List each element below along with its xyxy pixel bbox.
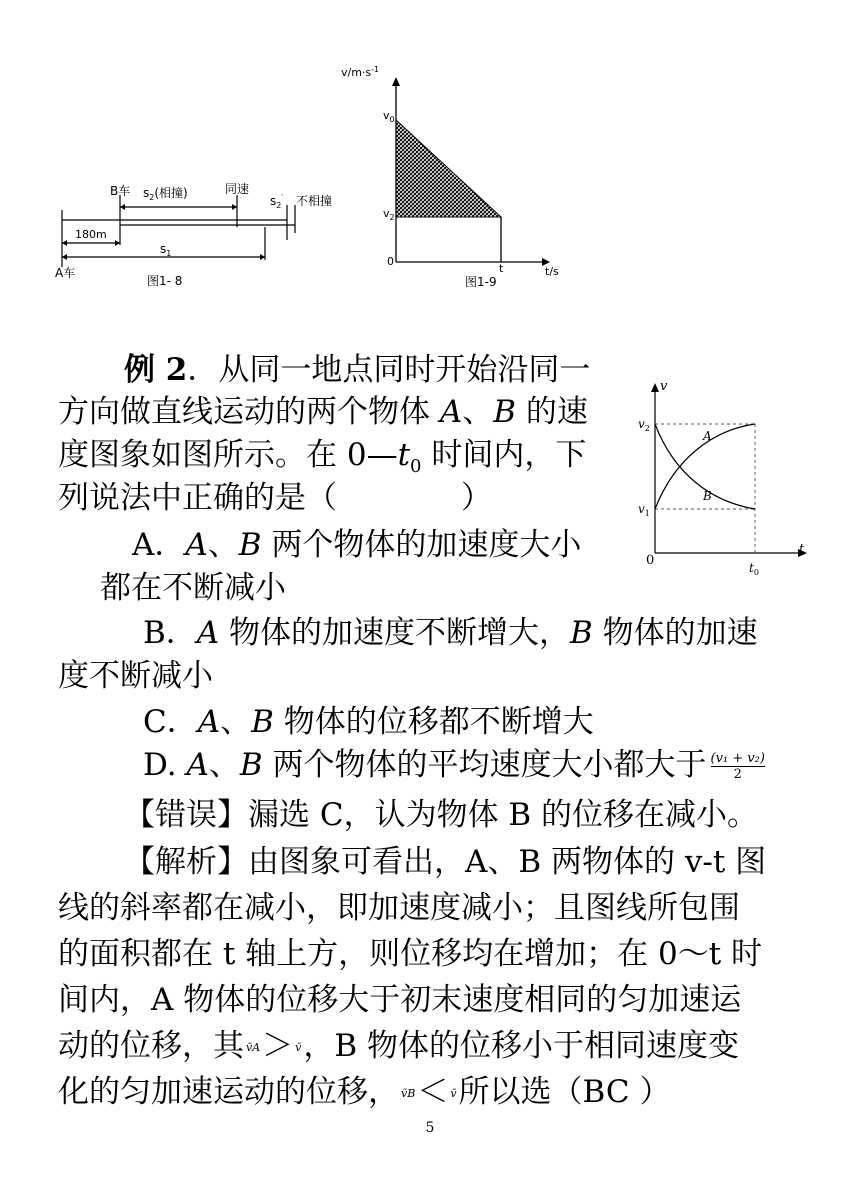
option-b-label: B． xyxy=(143,615,197,651)
option-d-text: 两个物体的平均速度大小都大于 xyxy=(262,747,707,783)
vt-v1: $v_1$ xyxy=(638,502,650,518)
option-b-line-1 xyxy=(143,613,758,653)
example-title: 例 2 xyxy=(124,352,188,388)
option-c-text: 物体的位移都不断增大 xyxy=(273,704,594,740)
vt-y-axis-label: v xyxy=(660,379,668,394)
option-b-obj-b: B xyxy=(570,615,593,651)
vt-v2: $v_2$ xyxy=(638,417,650,433)
fig8-a-car: A车 xyxy=(55,266,76,280)
line-3-sub: 0 xyxy=(410,456,422,478)
option-c-sep: 、 xyxy=(220,704,252,740)
option-d-obj-b: B xyxy=(239,747,263,783)
option-d-sep: 、 xyxy=(208,747,240,783)
fig9-t: t xyxy=(499,262,504,275)
less-than: ＜ xyxy=(417,1074,449,1110)
fig8-b-car: B车 xyxy=(110,184,131,198)
figure-1-8 xyxy=(55,175,355,295)
option-d-fraction xyxy=(711,751,765,782)
line-1-text: ．从同一地点同时开始沿同一 xyxy=(187,352,591,388)
vt-origin: 0 xyxy=(646,553,655,568)
line-2-obj-a: A xyxy=(439,394,463,430)
fig9-y-axis-label: $v/m\cdot s^{-1}$ xyxy=(341,65,380,79)
fig8-same-speed: 同速 xyxy=(225,182,250,196)
fraction-numerator: (v₁ + v₂) xyxy=(710,751,765,766)
option-a-text: 两个物体的加速度大小 xyxy=(261,527,582,563)
line-2-obj-b: B xyxy=(493,394,517,430)
option-c-label: C． xyxy=(143,704,198,740)
option-a-line-2: 都在不断减小 xyxy=(100,570,286,606)
line-4: 列说法中正确的是（ ） xyxy=(58,480,492,516)
analysis-6-a: 化的匀加速运动的位移， xyxy=(58,1074,399,1110)
option-b-text-2: 物体的加速 xyxy=(592,615,758,651)
avg-velocity-b: v̄B xyxy=(401,1086,416,1100)
avg-velocity-a: v̄A xyxy=(246,1040,261,1054)
fig9-x-axis-label: t/s xyxy=(545,265,559,278)
line-3-a: 度图象如图所示。在 0— xyxy=(58,437,398,473)
fig9-v2: $v_2$ xyxy=(383,207,395,222)
analysis-line-3: 的面积都在 t 轴上方，则位移均在增加；在 0～t 时 xyxy=(58,936,763,972)
avg-velocity: v̄ xyxy=(295,1040,302,1054)
analysis-line-4: 间内，A 物体的位移大于初末速度相同的匀加速运 xyxy=(58,982,742,1018)
option-b-text-1: 物体的加速度不断增大， xyxy=(219,615,571,651)
analysis-line-6 xyxy=(58,1072,670,1114)
option-d-obj-a: A xyxy=(186,747,209,783)
option-d-line xyxy=(143,745,765,785)
line-2-a: 方向做直线运动的两个物体 xyxy=(58,394,440,430)
vt-t0: $t_0$ xyxy=(749,561,759,577)
option-a-line-1 xyxy=(132,525,581,565)
fig8-caption: 图1- 8 xyxy=(147,274,183,288)
line-2-b: 的速 xyxy=(516,394,588,430)
fig8-s1: $s_1$ xyxy=(160,242,172,258)
vt-x-axis-label: t xyxy=(799,542,805,557)
fig9-origin: 0 xyxy=(387,255,394,268)
error-line: 【错误】漏选 C，认为物体 B 的位移在减小。 xyxy=(124,797,759,833)
figure-vt xyxy=(633,378,813,583)
option-d-label: D. xyxy=(143,747,187,783)
line-2-sep: 、 xyxy=(462,394,494,430)
option-b-line-2: 度不断减小 xyxy=(58,658,213,694)
line-2 xyxy=(58,392,588,432)
fig8-s2: $s_2$(相撞) xyxy=(143,186,188,202)
option-a-obj-a: A xyxy=(185,527,208,563)
option-c-obj-b: B xyxy=(251,704,274,740)
fraction-denominator: 2 xyxy=(733,767,742,782)
greater-than: ＞ xyxy=(262,1028,294,1064)
fig9-v0: $v_0$ xyxy=(383,109,395,124)
line-3-b: 时间内，下 xyxy=(421,437,587,473)
option-a-label: A． xyxy=(132,527,186,563)
option-c-line xyxy=(143,702,594,742)
vt-curve-b-label: B xyxy=(703,489,712,503)
page-number: 5 xyxy=(425,1120,435,1136)
vt-curve-a-label: A xyxy=(703,429,712,443)
line-3-t: t xyxy=(397,437,411,473)
option-c-obj-a: A xyxy=(197,704,221,740)
analysis-line-1: 【解析】由图象可看出，A、B 两物体的 v-t 图 xyxy=(124,844,767,880)
analysis-line-5 xyxy=(58,1026,739,1068)
analysis-line-2: 线的斜率都在减小，即加速度减小；且图线所包围 xyxy=(58,890,740,926)
avg-velocity-2: v̄ xyxy=(450,1086,457,1100)
fig8-s2-prime: $s_2'$ xyxy=(270,193,284,210)
fig8-180m: 180m xyxy=(75,228,107,241)
analysis-6-b: 所以选（BC ） xyxy=(458,1074,671,1110)
analysis-5-a: 动的位移，其 xyxy=(58,1028,244,1064)
figure-1-9 xyxy=(335,62,580,292)
example-title-line xyxy=(124,350,590,390)
fig8-no-collide: 不相撞 xyxy=(296,194,333,208)
option-a-sep: 、 xyxy=(207,527,239,563)
option-b-obj-a: A xyxy=(196,615,220,651)
fig9-caption: 图1-9 xyxy=(465,275,497,289)
fig9-shaded-area xyxy=(396,120,501,217)
option-a-obj-b: B xyxy=(238,527,262,563)
analysis-5-b: ，B 物体的位移小于相同速度变 xyxy=(303,1028,740,1064)
